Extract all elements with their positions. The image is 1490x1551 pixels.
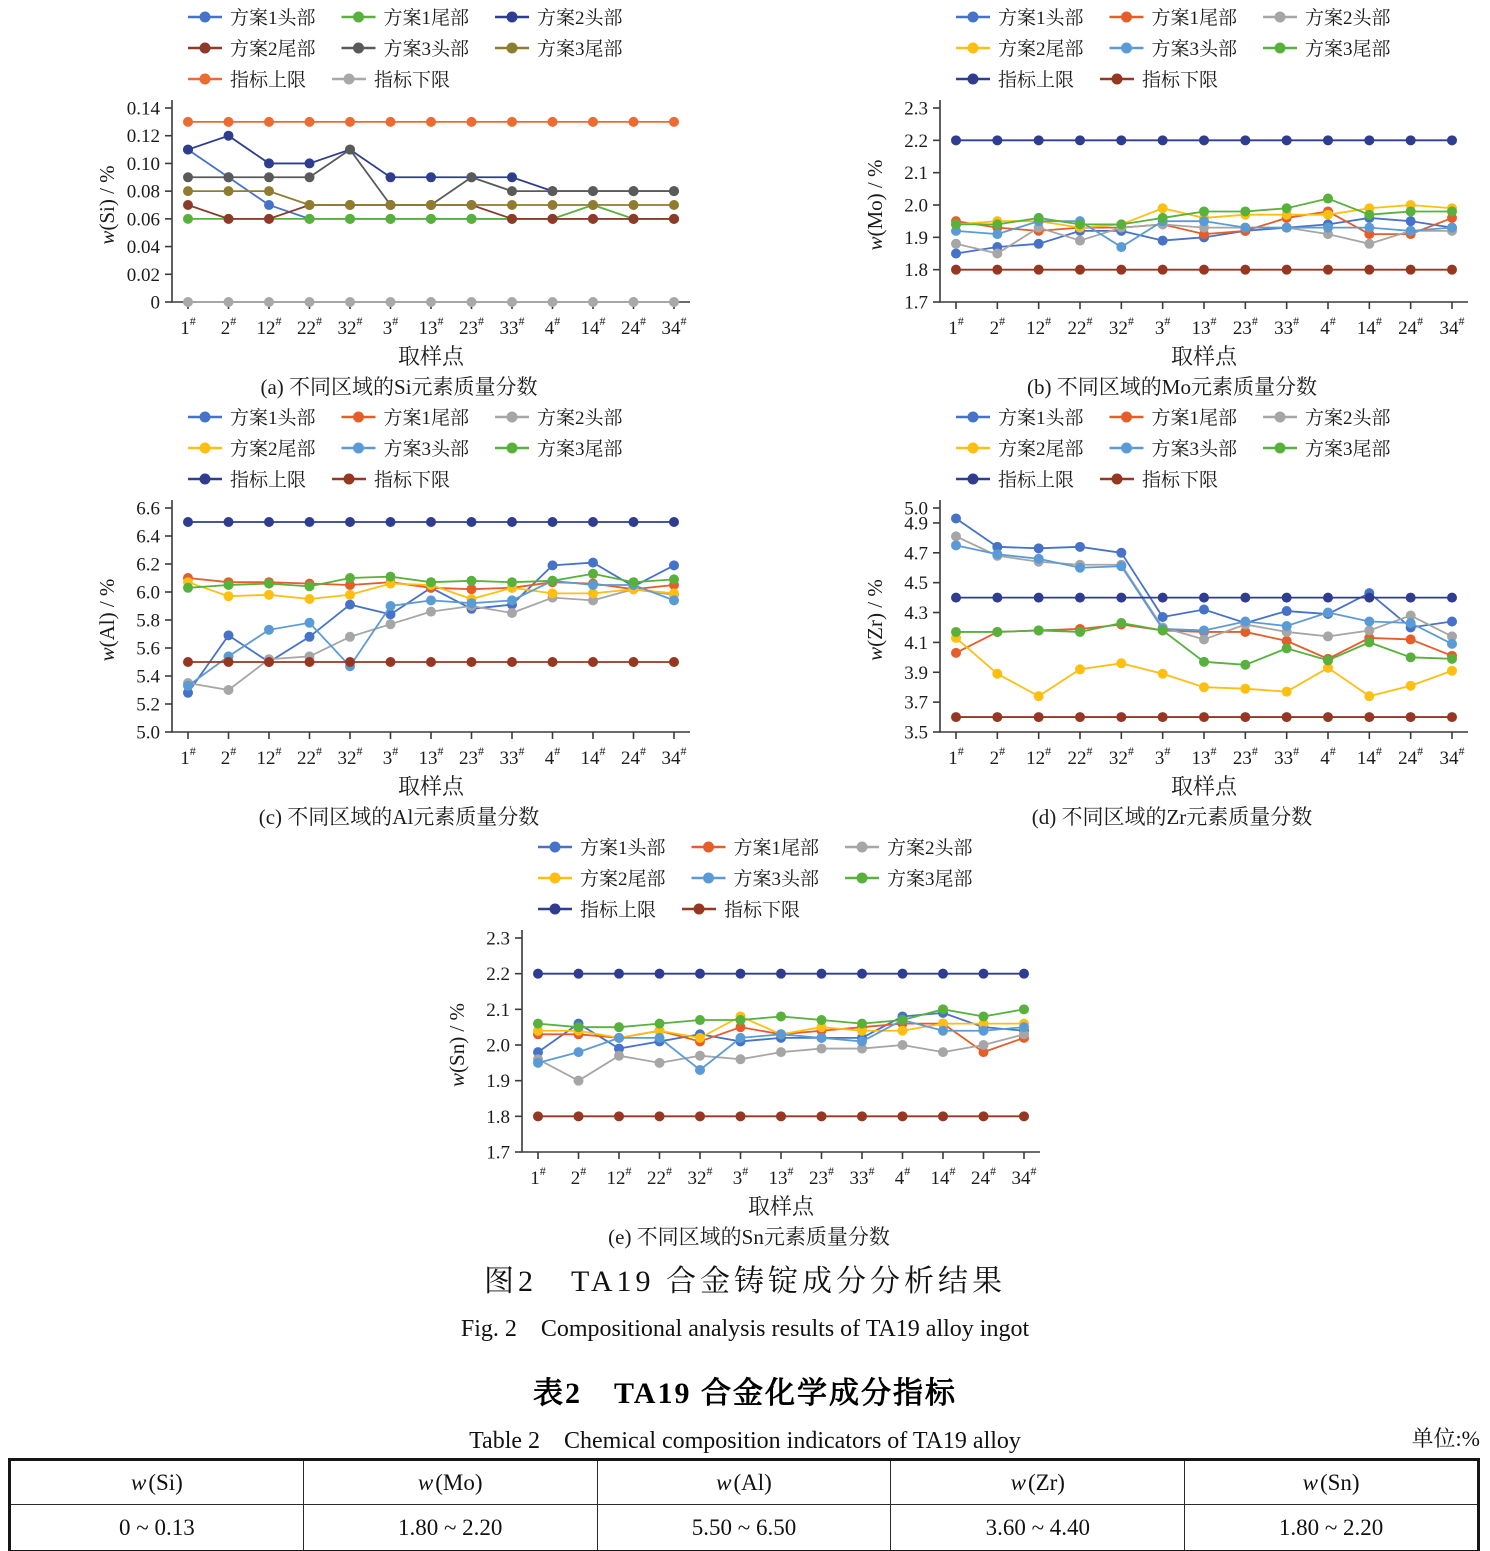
svg-text:1#: 1# (948, 314, 964, 339)
svg-text:2.1: 2.1 (904, 163, 928, 185)
legend-指标上限 (188, 69, 306, 91)
svg-text:33#: 33# (499, 744, 525, 769)
svg-text:3#: 3# (732, 1164, 749, 1189)
svg-text:指标上限: 指标上限 (230, 70, 307, 91)
table-header-al (597, 1460, 891, 1505)
svg-text:34#: 34# (661, 314, 687, 339)
svg-text:3.9: 3.9 (904, 662, 928, 684)
svg-text:24#: 24# (1398, 314, 1424, 339)
svg-text:方案2尾部: 方案2尾部 (230, 439, 316, 460)
svg-text:34#: 34# (1011, 1164, 1037, 1189)
svg-text:22#: 22# (1067, 744, 1093, 769)
svg-text:方案1尾部: 方案1尾部 (1151, 408, 1238, 429)
table-header-row (10, 1460, 1479, 1505)
svg-text:2#: 2# (570, 1164, 587, 1189)
svg-text:1.7: 1.7 (904, 292, 928, 314)
svg-text:方案2头部: 方案2头部 (537, 8, 623, 29)
svg-text:6.6: 6.6 (136, 498, 160, 520)
legend-指标上限 (956, 469, 1074, 491)
svg-text:32#: 32# (337, 314, 363, 339)
svg-text:13#: 13# (418, 744, 444, 769)
figure-caption-en: Fig. 2 Compositional analysis results of TA19 alloy ingot (460, 1316, 1030, 1342)
svg-text:14#: 14# (580, 744, 606, 769)
svg-text:方案2尾部: 方案2尾部 (230, 39, 316, 60)
svg-text:3#: 3# (382, 744, 399, 769)
svg-text:4#: 4# (894, 1164, 911, 1189)
svg-text:34#: 34# (661, 744, 687, 769)
table-caption-en: Table 2 Chemical composition indicators of TA19 alloy (469, 1428, 1021, 1454)
svg-text:方案3尾部: 方案3尾部 (537, 39, 623, 60)
chart-e-caption: (e) 不同区域的Sn元素质量分数 (608, 1225, 890, 1249)
svg-text:方案2头部: 方案2头部 (537, 408, 623, 429)
svg-text:指标下限: 指标下限 (1142, 470, 1219, 491)
svg-text:方案3尾部: 方案3尾部 (537, 439, 623, 460)
svg-text:23#: 23# (809, 1164, 834, 1189)
svg-text:14#: 14# (930, 1164, 956, 1189)
legend-方案1尾部 (342, 7, 470, 29)
legend-指标上限 (188, 469, 306, 491)
svg-text:方案2头部: 方案2头部 (1305, 408, 1391, 429)
svg-text:4#: 4# (544, 744, 561, 769)
svg-text:13#: 13# (1191, 744, 1217, 769)
table-header-mo (303, 1460, 597, 1505)
svg-text:2#: 2# (220, 744, 237, 769)
chart-a-canvas (88, 2, 710, 400)
legend-方案1尾部 (1110, 407, 1238, 429)
w-symbol: w (1302, 1469, 1318, 1495)
tick-labels (136, 499, 686, 770)
chart-si (88, 2, 710, 400)
table-value-sn: 1.80 ~ 2.20 (1185, 1505, 1479, 1551)
svg-text:方案1尾部: 方案1尾部 (1151, 8, 1238, 29)
x-axis-label: 取样点 (397, 774, 465, 799)
svg-text:24#: 24# (1398, 744, 1424, 769)
svg-text:方案3头部: 方案3头部 (383, 39, 470, 60)
svg-text:32#: 32# (337, 744, 363, 769)
series-指标下限 (951, 265, 1457, 275)
axes (933, 100, 1468, 309)
svg-text:方案1尾部: 方案1尾部 (383, 408, 470, 429)
legend-指标上限 (538, 899, 656, 921)
legend-指标下限 (332, 469, 450, 491)
table-header-zr (891, 1460, 1185, 1505)
table-unit-label: 单位:% (1411, 1426, 1480, 1451)
series-指标上限 (951, 593, 1457, 603)
axes (933, 500, 1468, 739)
svg-text:6.4: 6.4 (136, 526, 160, 548)
svg-text:指标上限: 指标上限 (580, 900, 657, 921)
tick-labels (486, 929, 1036, 1190)
chart-b-canvas (856, 2, 1488, 400)
series-指标下限 (951, 712, 1457, 722)
table-value-mo: 1.80 ~ 2.20 (303, 1505, 597, 1551)
chart-a-caption: (a) 不同区域的Si元素质量分数 (260, 375, 538, 399)
svg-text:12#: 12# (606, 1164, 632, 1189)
svg-text:23#: 23# (1232, 314, 1258, 339)
chart-zr (856, 402, 1488, 830)
chart-al (88, 402, 710, 830)
svg-text:14#: 14# (580, 314, 606, 339)
svg-text:23#: 23# (459, 744, 484, 769)
svg-text:33#: 33# (1274, 744, 1300, 769)
legend-方案3头部 (1110, 38, 1238, 60)
legend-方案3头部 (1110, 438, 1238, 460)
axes (515, 930, 1040, 1159)
table-caption-row (0, 1420, 1490, 1452)
table-header-si (10, 1460, 304, 1505)
legend-方案1尾部 (1110, 7, 1238, 29)
legend-方案1头部 (956, 407, 1084, 429)
svg-text:方案3头部: 方案3头部 (383, 439, 470, 460)
svg-text:24#: 24# (621, 744, 646, 769)
y-axis-label: w(Mo) / % (863, 159, 887, 251)
svg-text:5.8: 5.8 (136, 610, 160, 632)
svg-text:4.3: 4.3 (904, 603, 928, 625)
svg-text:方案3尾部: 方案3尾部 (1305, 439, 1391, 460)
svg-text:指标下限: 指标下限 (374, 70, 451, 91)
svg-text:方案1头部: 方案1头部 (580, 838, 666, 859)
svg-text:5.4: 5.4 (136, 666, 160, 688)
svg-text:1.9: 1.9 (904, 227, 928, 249)
table-value-zr: 3.60 ~ 4.40 (891, 1505, 1185, 1551)
chart-sn (438, 832, 1060, 1250)
table-value-si: 0 ~ 0.13 (10, 1505, 304, 1551)
svg-text:1#: 1# (180, 314, 196, 339)
legend-方案3尾部 (845, 868, 973, 890)
svg-text:指标上限: 指标上限 (998, 470, 1075, 491)
svg-text:4.7: 4.7 (904, 543, 928, 565)
legend-方案2头部 (1263, 407, 1391, 429)
svg-text:33#: 33# (499, 314, 525, 339)
element-mo-label: (Mo) (435, 1469, 483, 1495)
series-指标下限 (533, 1111, 1029, 1121)
svg-text:2.0: 2.0 (904, 195, 928, 217)
svg-text:2.3: 2.3 (486, 928, 510, 950)
svg-text:5.2: 5.2 (136, 694, 160, 716)
svg-text:4.1: 4.1 (904, 632, 928, 654)
svg-text:方案2头部: 方案2头部 (887, 838, 973, 859)
chart-c-canvas (88, 402, 710, 830)
svg-text:4.9: 4.9 (904, 513, 928, 535)
legend-方案1尾部 (342, 407, 470, 429)
svg-text:13#: 13# (1191, 314, 1217, 339)
legend-方案2尾部 (956, 438, 1084, 460)
svg-text:方案3头部: 方案3头部 (1151, 439, 1238, 460)
svg-text:33#: 33# (1274, 314, 1300, 339)
svg-text:方案2尾部: 方案2尾部 (998, 439, 1084, 460)
legend-方案3头部 (692, 868, 820, 890)
svg-text:指标下限: 指标下限 (724, 900, 801, 921)
legend-指标上限 (956, 69, 1074, 91)
svg-text:5.0: 5.0 (136, 722, 160, 744)
series-方案1头部 (951, 513, 1457, 632)
chart-c-caption: (c) 不同区域的Al元素质量分数 (258, 805, 540, 829)
svg-text:3.7: 3.7 (904, 692, 928, 714)
svg-text:23#: 23# (459, 314, 484, 339)
svg-text:32#: 32# (687, 1164, 713, 1189)
svg-text:4#: 4# (544, 314, 561, 339)
svg-text:5.0: 5.0 (904, 498, 928, 520)
w-symbol: w (716, 1469, 732, 1495)
chart-d-caption: (d) 不同区域的Zr元素质量分数 (1031, 805, 1313, 829)
svg-text:22#: 22# (297, 314, 322, 339)
svg-text:12#: 12# (1026, 744, 1052, 769)
table-caption-zh: 表2 TA19 合金化学成分指标 (533, 1377, 957, 1410)
legend-方案3头部 (342, 38, 470, 60)
svg-text:0.08: 0.08 (126, 181, 160, 203)
svg-text:3#: 3# (1154, 744, 1171, 769)
chart-b-caption: (b) 不同区域的Mo元素质量分数 (1027, 375, 1317, 399)
legend-指标下限 (682, 899, 800, 921)
svg-text:22#: 22# (297, 744, 322, 769)
svg-text:6.0: 6.0 (136, 582, 160, 604)
svg-text:方案1头部: 方案1头部 (998, 408, 1084, 429)
legend-方案1尾部 (692, 837, 820, 859)
w-symbol: w (1010, 1469, 1026, 1495)
legend-方案1头部 (538, 837, 666, 859)
svg-text:3.5: 3.5 (904, 722, 928, 744)
legend-方案3尾部 (495, 438, 623, 460)
legend-指标下限 (1100, 69, 1218, 91)
svg-text:方案2尾部: 方案2尾部 (998, 39, 1084, 60)
legend-方案2头部 (495, 7, 623, 29)
svg-text:13#: 13# (768, 1164, 794, 1189)
composition-table (8, 1458, 1480, 1551)
svg-text:23#: 23# (1232, 744, 1258, 769)
series-方案2头部 (183, 131, 679, 196)
series-指标上限 (951, 135, 1457, 145)
svg-text:方案3头部: 方案3头部 (1151, 39, 1238, 60)
svg-text:指标上限: 指标上限 (230, 470, 307, 491)
legend-方案3尾部 (495, 38, 623, 60)
y-axis-label: w(Sn) / % (445, 1002, 469, 1088)
svg-text:5.6: 5.6 (136, 638, 160, 660)
legend-方案1头部 (188, 407, 316, 429)
element-sn-label: (Sn) (1319, 1469, 1360, 1495)
svg-text:方案1头部: 方案1头部 (998, 8, 1084, 29)
svg-text:0.10: 0.10 (126, 153, 160, 175)
svg-text:0: 0 (150, 292, 160, 314)
legend-方案2尾部 (956, 38, 1084, 60)
svg-text:32#: 32# (1108, 744, 1134, 769)
svg-text:方案1尾部: 方案1尾部 (383, 8, 470, 29)
svg-text:12#: 12# (1026, 314, 1052, 339)
series-指标下限 (183, 657, 679, 667)
series-指标上限 (533, 969, 1029, 979)
svg-text:14#: 14# (1356, 314, 1382, 339)
y-axis-label: w(Al) / % (95, 578, 119, 662)
x-axis-label: 取样点 (1170, 344, 1238, 369)
svg-text:方案2头部: 方案2头部 (1305, 8, 1391, 29)
element-al-label: (Al) (733, 1469, 772, 1495)
svg-text:1#: 1# (530, 1164, 546, 1189)
svg-text:2.1: 2.1 (486, 999, 510, 1021)
chart-mo (856, 2, 1488, 400)
svg-text:0.14: 0.14 (126, 98, 160, 120)
svg-text:32#: 32# (1108, 314, 1134, 339)
svg-text:24#: 24# (621, 314, 646, 339)
svg-text:1.9: 1.9 (486, 1071, 510, 1093)
svg-text:3#: 3# (382, 314, 399, 339)
svg-text:1.7: 1.7 (486, 1142, 510, 1164)
series-指标下限 (183, 297, 679, 307)
svg-text:0.02: 0.02 (126, 264, 160, 286)
svg-text:方案1头部: 方案1头部 (230, 408, 316, 429)
svg-text:2#: 2# (989, 314, 1006, 339)
x-axis-label: 取样点 (1170, 774, 1238, 799)
legend-方案3尾部 (1263, 38, 1391, 60)
x-axis-label: 取样点 (747, 1194, 815, 1219)
legend-方案1头部 (188, 7, 316, 29)
svg-text:方案2尾部: 方案2尾部 (580, 869, 666, 890)
svg-text:指标下限: 指标下限 (374, 470, 451, 491)
w-symbol: w (130, 1469, 147, 1495)
legend-方案2尾部 (188, 438, 316, 460)
svg-text:4#: 4# (1320, 314, 1336, 339)
w-symbol: w (417, 1469, 434, 1495)
series-方案3尾部 (533, 1004, 1029, 1032)
y-axis-label: w(Zr) / % (863, 579, 887, 661)
svg-text:2.2: 2.2 (904, 130, 928, 152)
svg-text:2#: 2# (989, 744, 1006, 769)
svg-text:方案3尾部: 方案3尾部 (887, 869, 973, 890)
svg-text:1#: 1# (180, 744, 196, 769)
svg-text:3#: 3# (1154, 314, 1171, 339)
svg-text:13#: 13# (418, 314, 444, 339)
legend-方案2头部 (495, 407, 623, 429)
chart-e-canvas (438, 832, 1060, 1250)
svg-text:2.2: 2.2 (486, 964, 510, 986)
axes (165, 500, 690, 739)
svg-text:1.8: 1.8 (904, 260, 928, 282)
svg-text:14#: 14# (1356, 744, 1382, 769)
element-si-label: (Si) (148, 1469, 183, 1495)
svg-text:22#: 22# (647, 1164, 672, 1189)
svg-text:0.12: 0.12 (126, 126, 160, 148)
svg-text:1.8: 1.8 (486, 1106, 510, 1128)
svg-text:33#: 33# (849, 1164, 875, 1189)
element-zr-label: (Zr) (1027, 1469, 1065, 1495)
svg-text:方案1尾部: 方案1尾部 (733, 838, 820, 859)
svg-text:方案1头部: 方案1头部 (230, 8, 316, 29)
legend-指标下限 (332, 69, 450, 91)
svg-text:2.0: 2.0 (486, 1035, 510, 1057)
svg-text:指标下限: 指标下限 (1142, 70, 1219, 91)
svg-text:24#: 24# (971, 1164, 996, 1189)
svg-text:1#: 1# (948, 744, 964, 769)
legend-方案2头部 (845, 837, 973, 859)
svg-text:4.5: 4.5 (904, 573, 928, 595)
svg-text:34#: 34# (1439, 744, 1465, 769)
svg-text:方案3尾部: 方案3尾部 (1305, 39, 1391, 60)
legend-方案2尾部 (538, 868, 666, 890)
svg-text:12#: 12# (256, 744, 282, 769)
legend-方案2尾部 (188, 38, 316, 60)
svg-text:0.06: 0.06 (126, 209, 160, 231)
svg-text:2#: 2# (220, 314, 237, 339)
legend-方案1头部 (956, 7, 1084, 29)
svg-text:方案3头部: 方案3头部 (733, 869, 820, 890)
svg-text:0.04: 0.04 (126, 237, 160, 259)
legend-指标下限 (1100, 469, 1218, 491)
svg-text:22#: 22# (1067, 314, 1093, 339)
y-axis-label: w(Si) / % (95, 165, 119, 245)
legend-方案3尾部 (1263, 438, 1391, 460)
table-value-al: 5.50 ~ 6.50 (597, 1505, 891, 1551)
series-指标上限 (183, 117, 679, 127)
svg-text:2.3: 2.3 (904, 98, 928, 120)
svg-text:指标上限: 指标上限 (998, 70, 1075, 91)
x-axis-label: 取样点 (397, 344, 465, 369)
table-header-sn (1185, 1460, 1479, 1505)
series-指标上限 (183, 517, 679, 527)
svg-text:12#: 12# (256, 314, 282, 339)
chart-d-canvas (856, 402, 1488, 830)
svg-text:34#: 34# (1439, 314, 1465, 339)
svg-text:4#: 4# (1320, 744, 1336, 769)
svg-text:6.2: 6.2 (136, 554, 160, 576)
legend-方案2头部 (1263, 7, 1391, 29)
figure-caption-zh: 图2 TA19 合金铸锭成分分析结果 (483, 1265, 1007, 1298)
legend-方案3头部 (342, 438, 470, 460)
table-value-row (10, 1505, 1479, 1551)
